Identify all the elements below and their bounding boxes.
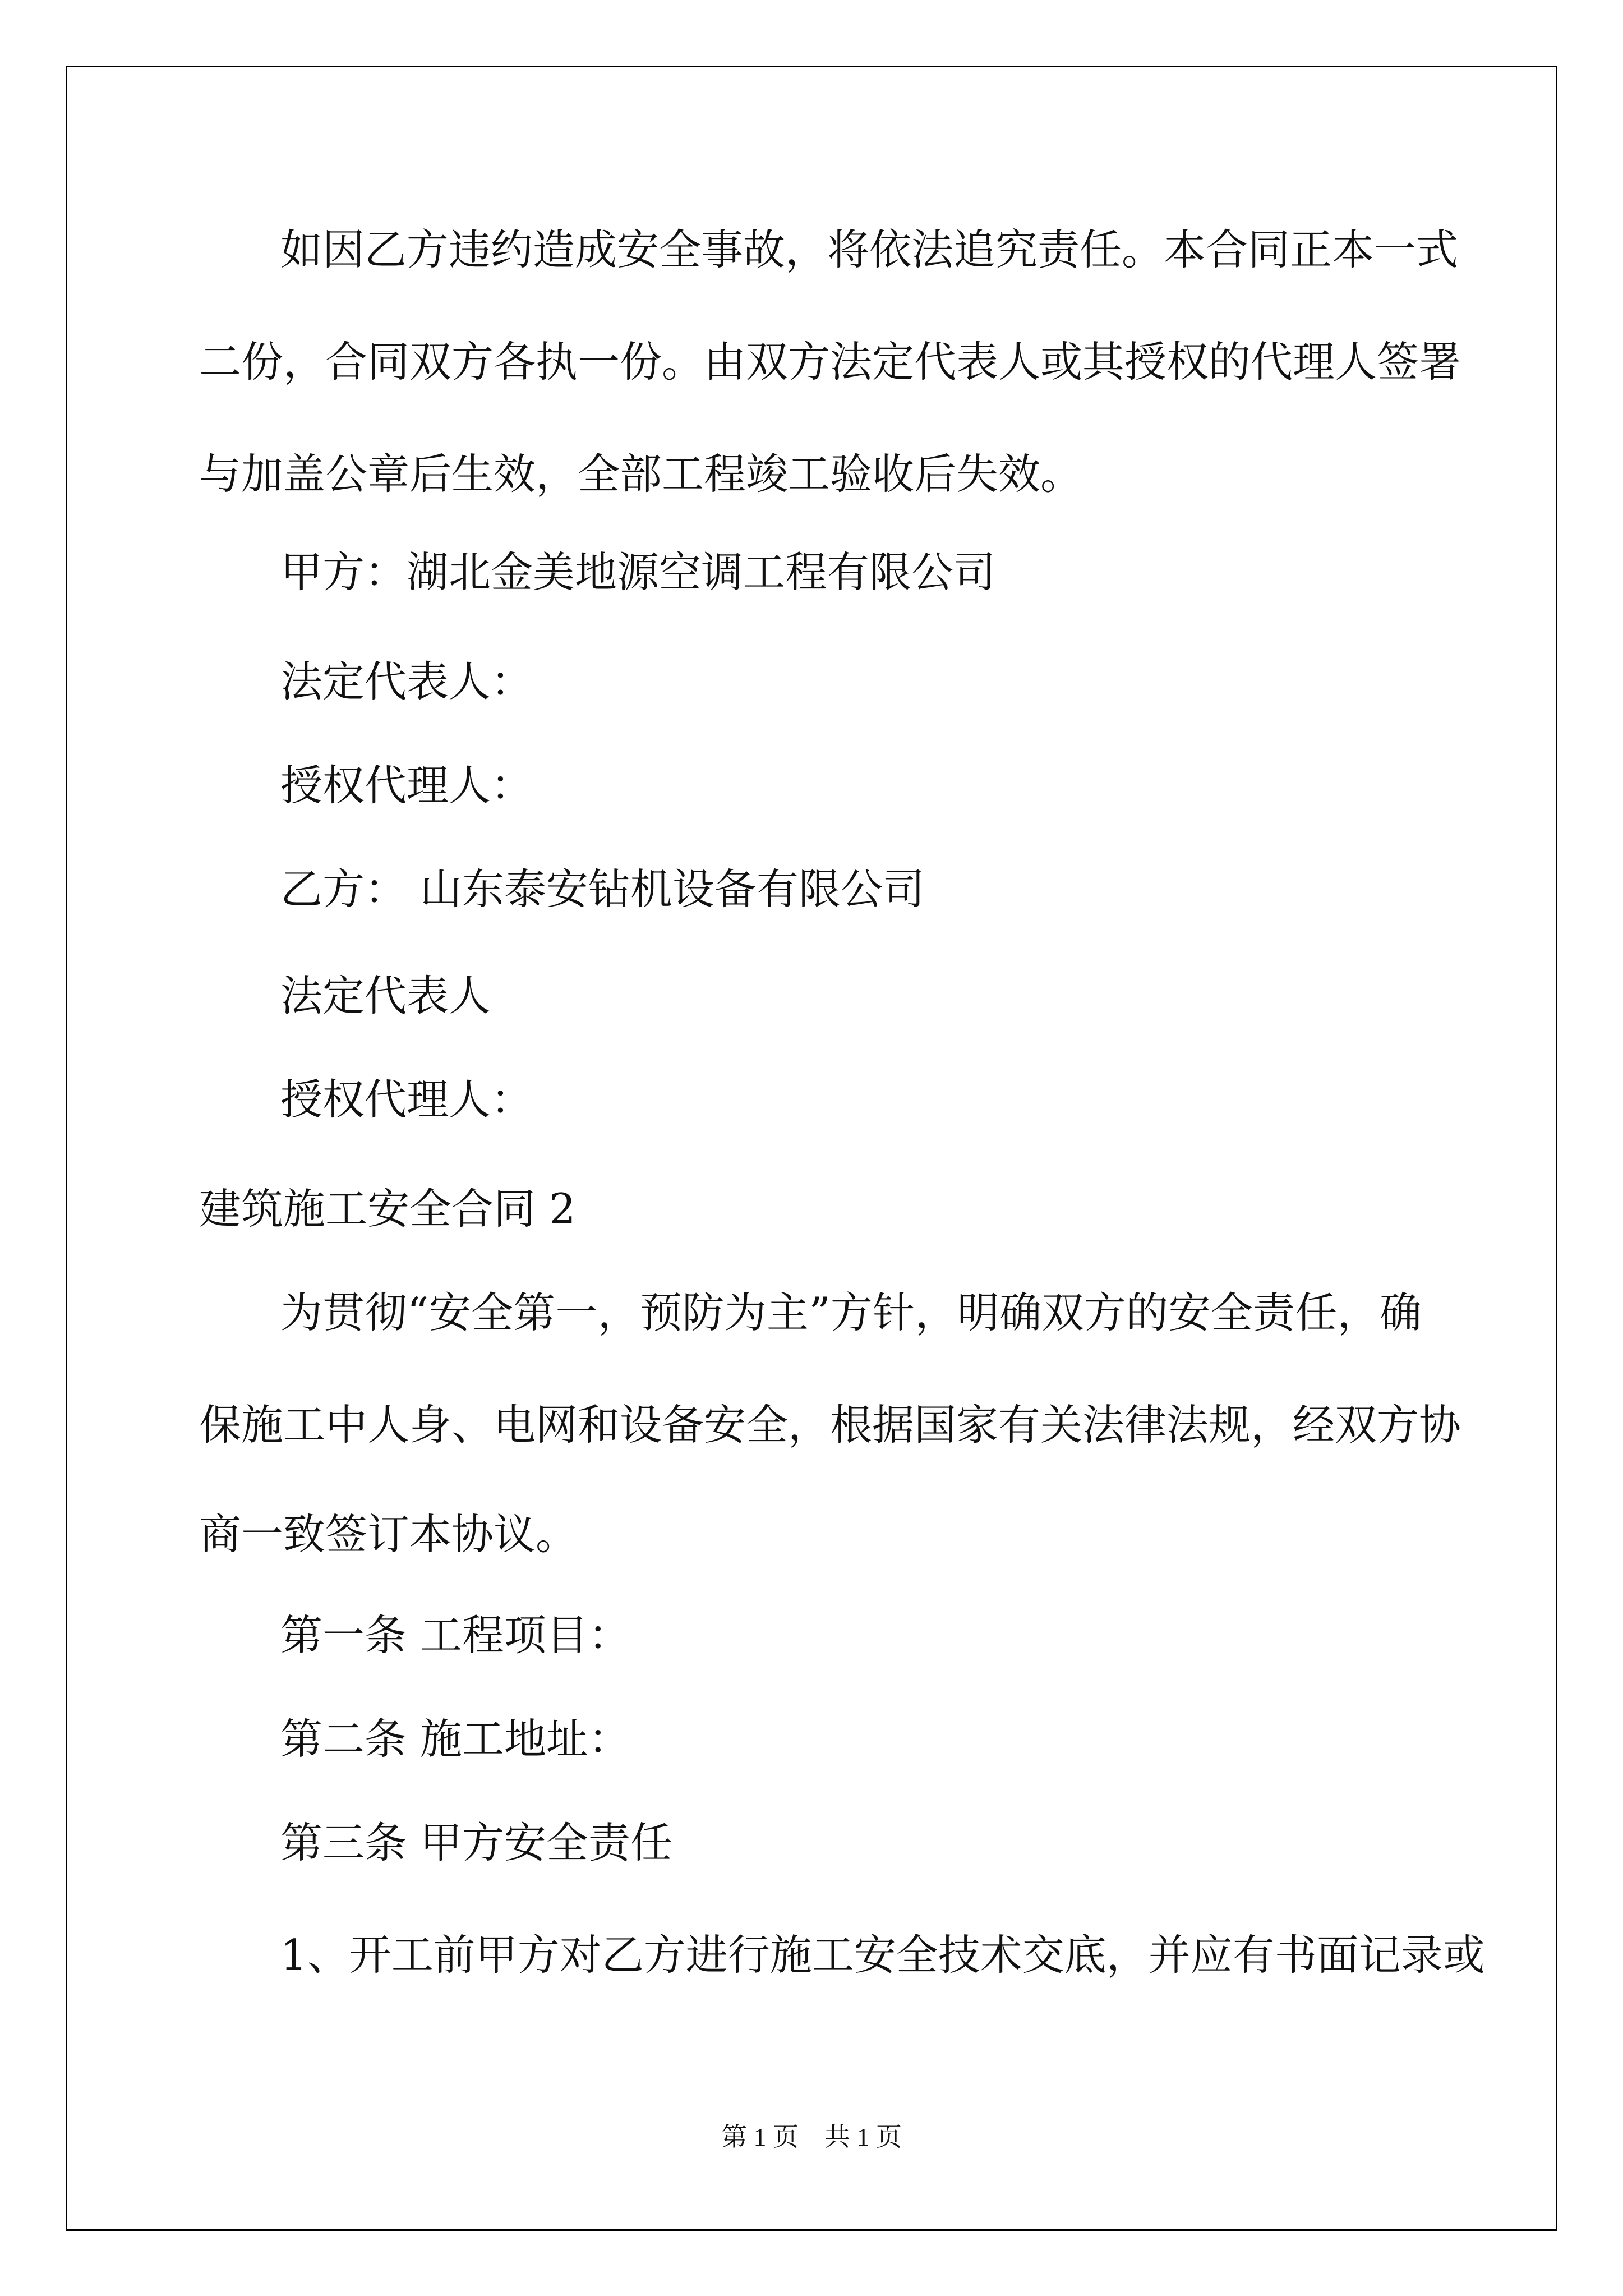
page-border — [66, 66, 1557, 2231]
list-item: 1、开工前甲方对乙方进行施工安全技术交底，并应有书面记录或 — [280, 1930, 1485, 1980]
party-b-representative: 法定代表人 — [280, 971, 491, 1020]
paragraph-line: 与加盖公章后生效，全部工程竣工验收后失效。 — [199, 449, 1083, 499]
paragraph-line: 为贯彻“安全第一，预防为主”方针，明确双方的安全责任，确 — [280, 1288, 1422, 1337]
article-3: 第三条 甲方安全责任 — [280, 1818, 672, 1867]
paragraph-line: 二份，合同双方各执一份。由双方法定代表人或其授权的代理人签署 — [199, 337, 1461, 386]
paragraph-line: 商一致签订本协议。 — [199, 1510, 578, 1559]
party-a-agent: 授权代理人： — [280, 761, 533, 810]
paragraph-line: 如因乙方违约造成安全事故，将依法追究责任。本合同正本一式 — [280, 225, 1459, 274]
page-footer: 第 1 页 共 1 页 — [721, 2123, 902, 2151]
party-b-agent: 授权代理人： — [280, 1075, 533, 1124]
paragraph-line: 保施工中人身、电网和设备安全，根据国家有关法律法规，经双方协 — [199, 1400, 1461, 1450]
article-2: 第二条 施工地址： — [280, 1714, 630, 1764]
party-a-line: 甲方：湖北金美地源空调工程有限公司 — [280, 547, 996, 597]
article-1: 第一条 工程项目： — [280, 1611, 630, 1660]
section-title: 建筑施工安全合同 2 — [199, 1184, 576, 1234]
party-a-representative: 法定代表人： — [280, 657, 533, 706]
party-b-line: 乙方： 山东泰安钻机设备有限公司 — [280, 864, 925, 914]
